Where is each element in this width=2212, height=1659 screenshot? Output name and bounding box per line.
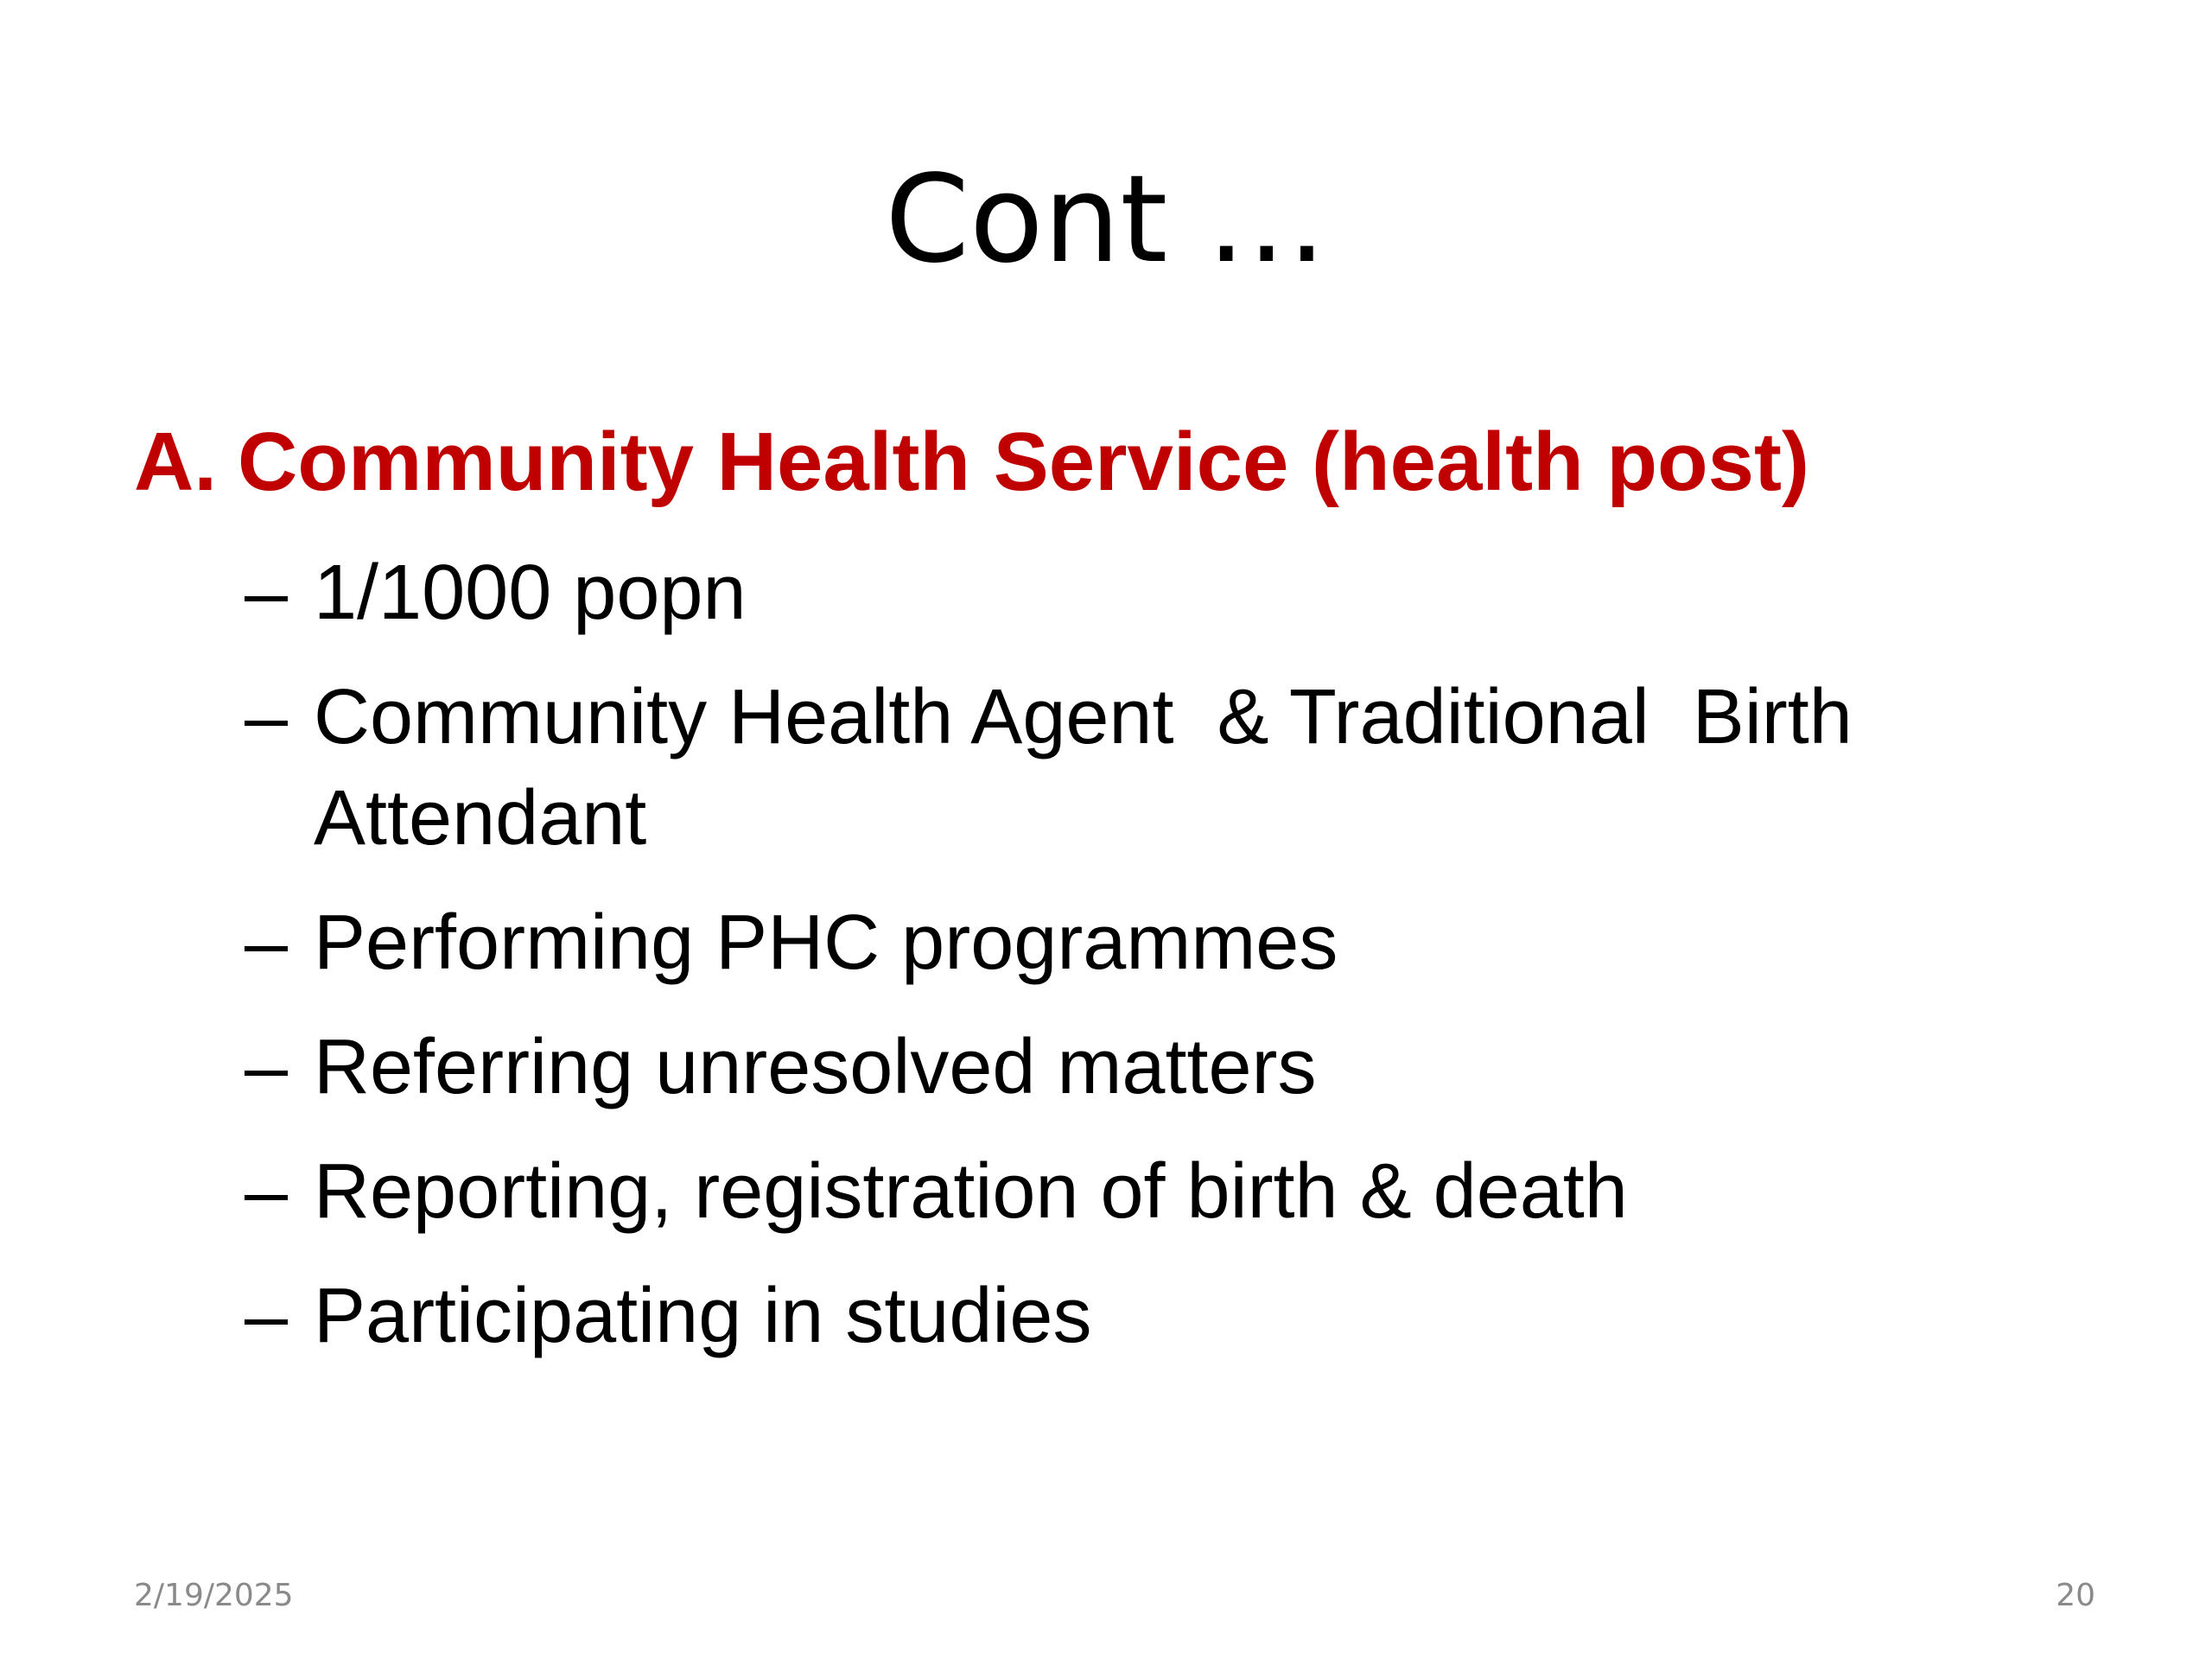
section-heading-text: Community Health Service (health post): [238, 416, 1809, 508]
bullet-text: Community Health Agent & Traditional Birth Attendant: [314, 674, 1870, 861]
bullet-dash: –: [245, 1273, 289, 1359]
bullet-text: Referring unresolved matters: [314, 1024, 1317, 1110]
section-heading-marker: A.: [134, 416, 217, 508]
section-heading: [134, 410, 2121, 514]
bullet-dash: –: [245, 899, 289, 986]
bullet-item: [245, 1017, 2102, 1118]
bullet-dash: –: [245, 550, 289, 636]
bullet-dash: –: [245, 674, 289, 760]
bullet-item: [245, 1266, 2102, 1367]
bullet-item: [245, 893, 2102, 994]
bullet-text: Performing PHC programmes: [314, 899, 1338, 986]
slide-title: Cont …: [885, 149, 1327, 290]
bullet-text: Reporting, registration of birth & death: [314, 1148, 1628, 1235]
bullet-item: [245, 1141, 2102, 1243]
footer-date: 2/19/2025: [134, 1578, 294, 1613]
bullet-item: [245, 543, 2102, 644]
bullet-text: 1/1000 popn: [314, 550, 747, 636]
bullet-dash: –: [245, 1024, 289, 1110]
bullet-text: Participating in studies: [314, 1273, 1092, 1359]
bullet-item: [245, 667, 2102, 869]
bullet-dash: –: [245, 1148, 289, 1235]
footer-page-number: 20: [2056, 1578, 2095, 1613]
bullet-list: [245, 543, 2102, 1390]
